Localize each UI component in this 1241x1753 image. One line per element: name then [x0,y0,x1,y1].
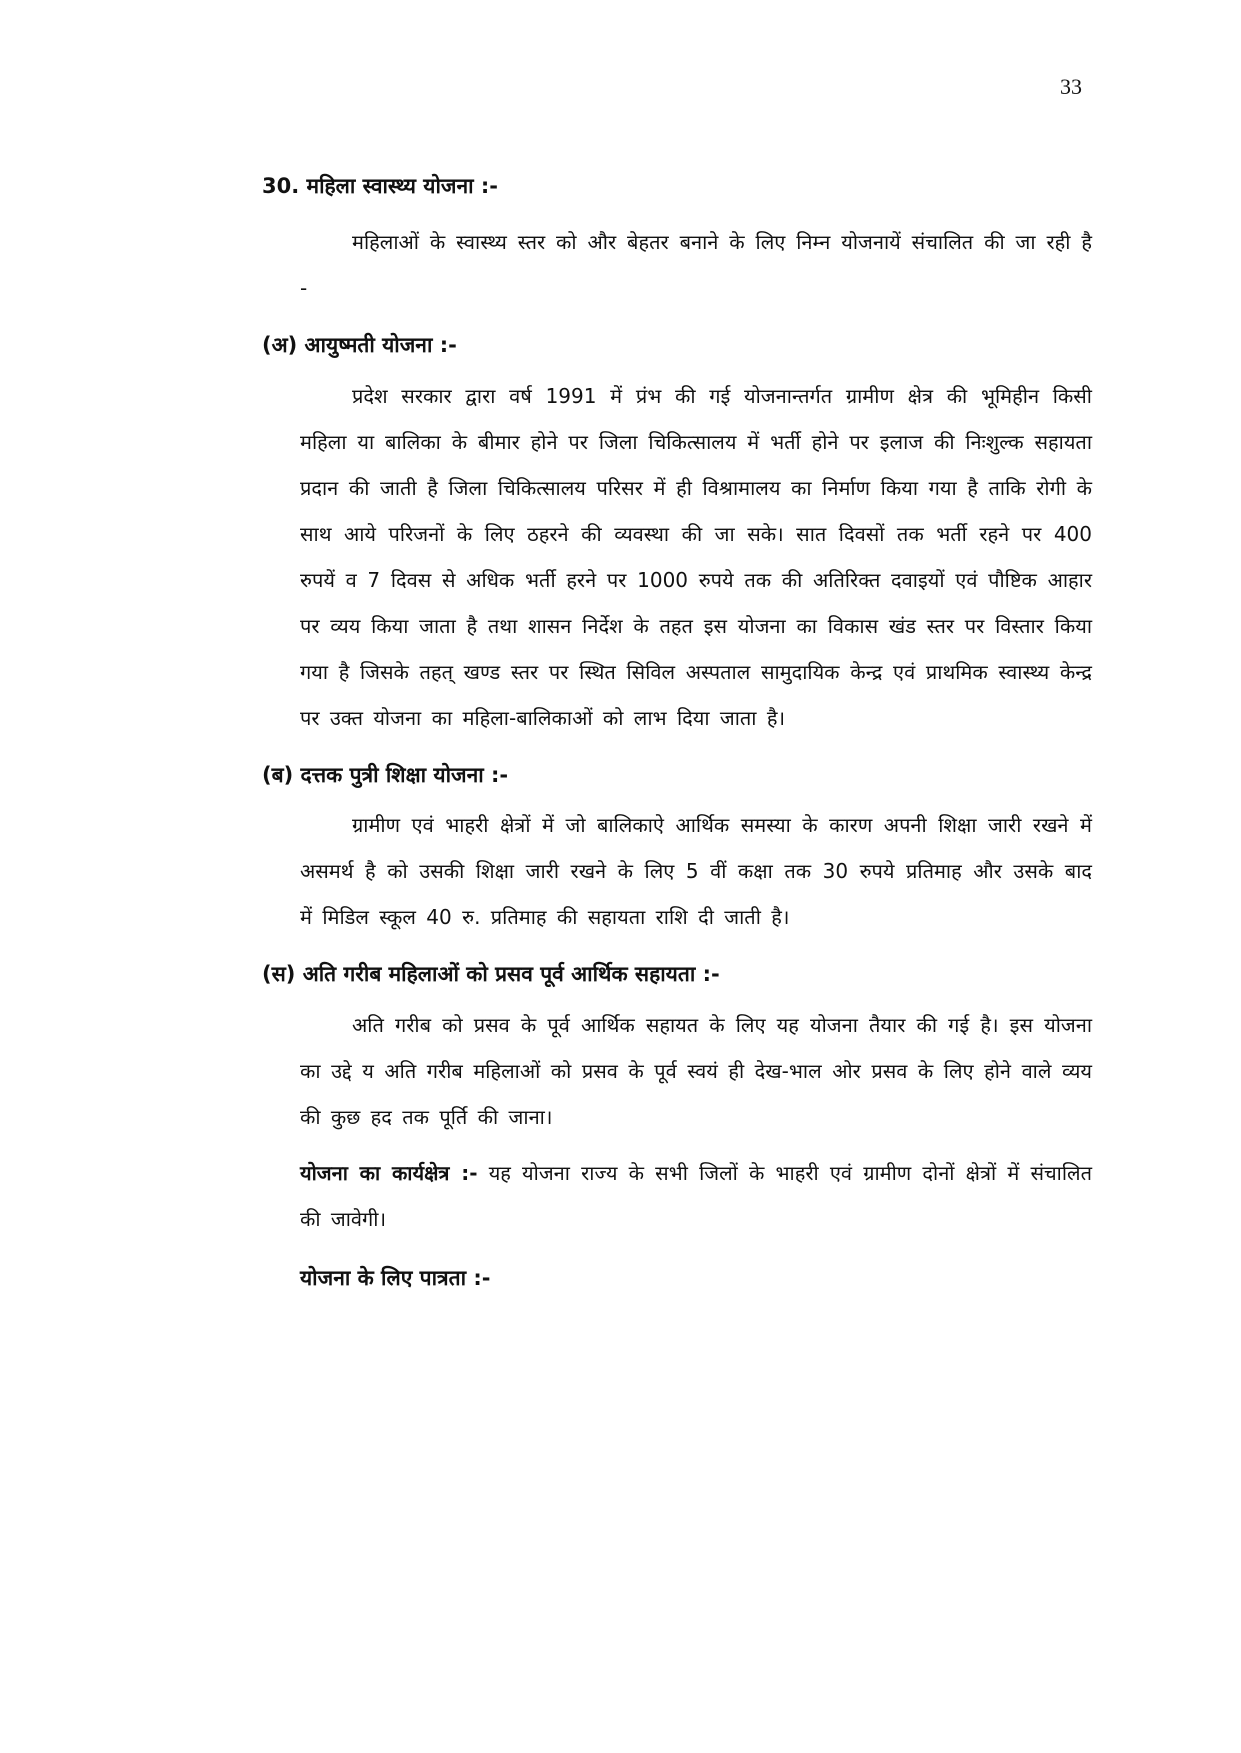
section-title: 30. महिला स्वास्थ्य योजना :- [262,174,498,198]
sub-a-paragraph: प्रदेश सरकार द्वारा वर्ष 1991 में प्रंभ की गई योजनान्तर्गत ग्रामीण क्षेत्र की भूमिहीन किसी महिला या बालिका के बीमार होने पर जिला चिकित्सालय में भर्ती होने पर इलाज की निःशुल्क सहायता प्रदान की जाती है जिला चिकित्सालय परिसर में ही विश्रामालय का निर्माण किया गया है ताकि रोगी के साथ आये परिजनों के लिए ठहरने की व्यवस्था की जा सके। सात दिवसों तक भर्ती रहने पर 400 रुपयें व 7 दिवस से अधिक भर्ती हरने पर 1000 रुपये तक की अतिरिक्त दवाइयों एवं पौष्टिक आहार पर व्यय किया जाता है तथा शासन निर्देश के तहत इस योजना का विकास खंड स्तर पर विस्तार किया गया है जिसके तहत् खण्ड स्तर पर स्थित सिविल अस्पताल सामुदायिक केन्द्र एवं प्राथमिक स्वास्थ्य केन्द्र पर उक्त योजना का महिला-बालिकाओं को लाभ दिया जाता है। [300,383,1092,730]
scope-text: यह योजना राज्य के सभी जिलों के भाहरी एवं ग्रामीण दोनों क्षेत्रों में संचालित की जावेगी। [300,1160,1092,1231]
scope-paragraph [300,1150,1092,1242]
page-number: 33 [1060,74,1082,99]
document-body [262,172,1092,1293]
intro-paragraph: महिलाओं के स्वास्थ्य स्तर को और बेहतर बनाने के लिए निम्न योजनायें संचालित की जा रही है - [300,230,1092,301]
sub-b-paragraph: ग्रामीण एवं भाहरी क्षेत्रों में जो बालिकाऐ आर्थिक समस्या के कारण अपनी शिक्षा जारी रखने में असमर्थ है को उसकी शिक्षा जारी रखने के लिए 5 वीं कक्षा तक 30 रुपये प्रतिमाह और उसके बाद में मिडिल स्कूल 40 रु. प्रतिमाह की सहायता राशि दी जाती है। [300,813,1092,930]
scope-label: योजना का कार्यक्षेत्र :- [300,1160,478,1185]
sub-c-heading: (स) अति गरीब महिलाओं को प्रसव पूर्व आर्थिक सहायता :- [262,962,720,987]
sub-c-paragraph: अति गरीब को प्रसव के पूर्व आर्थिक सहायत के लिए यह योजना तैयार की गई है। इस योजना का उद्दे य अति गरीब महिलाओं को प्रसव के पूर्व स्वयं ही देख-भाल ओर प्रसव के लिए होने वाले व्यय की कुछ हद तक पूर्ति की जाना। [300,1012,1092,1129]
sub-a-heading: (अ) आयुष्मती योजना :- [262,333,457,358]
sub-b-heading: (ब) दत्तक पुत्री शिक्षा योजना :- [262,762,509,787]
eligibility-heading: योजना के लिए पात्रता :- [300,1265,491,1290]
